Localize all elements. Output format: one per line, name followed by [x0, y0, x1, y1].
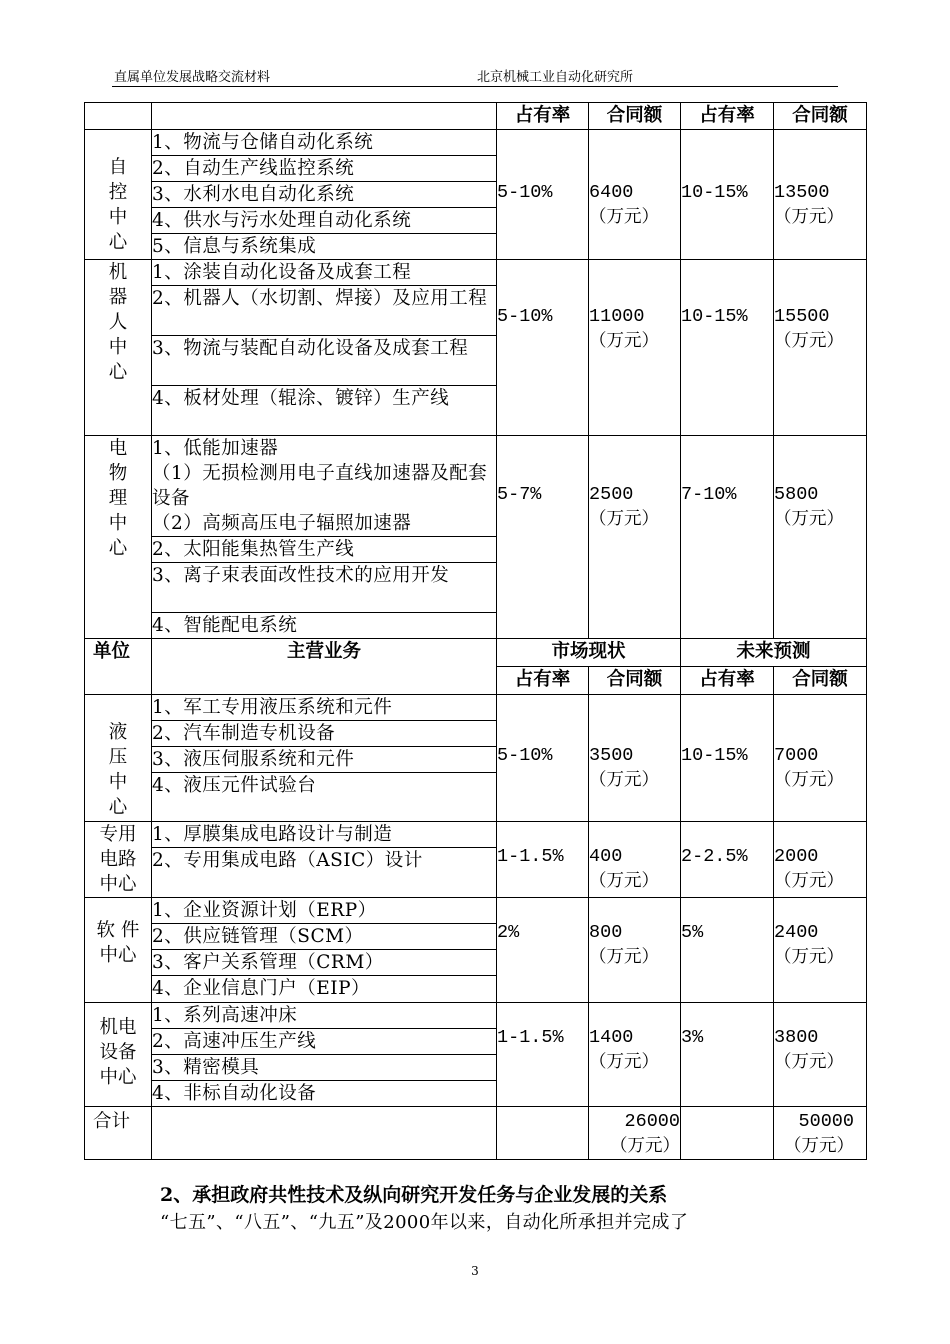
amount-now: 11000 （万元） — [589, 260, 681, 436]
business-item: 5、信息与系统集成 — [152, 234, 497, 260]
business-item: 1、厚膜集成电路设计与制造 — [152, 822, 497, 848]
table-row — [85, 822, 867, 848]
table-row — [85, 436, 867, 537]
page-number: 3 — [471, 1264, 479, 1278]
amount-now: 1400 （万元） — [589, 1003, 681, 1107]
empty-cell — [152, 103, 497, 130]
business-item: 3、精密模具 — [152, 1055, 497, 1081]
unit-cell: 自 控 中 心 — [85, 130, 152, 260]
business-item: 3、离子束表面改性技术的应用开发 — [152, 563, 497, 613]
share-future: 2-2.5% — [681, 822, 774, 898]
business-item: 2、汽车制造专机设备 — [152, 721, 497, 747]
page-header — [112, 64, 838, 87]
business-item: 4、供水与污水处理自动化系统 — [152, 208, 497, 234]
empty-cell — [85, 103, 152, 130]
col-amount-future: 合同额 — [774, 667, 867, 695]
business-item: 1、系列高速冲床 — [152, 1003, 497, 1029]
col-amount-now: 合同额 — [589, 103, 681, 130]
amount-now: 3500 （万元） — [589, 695, 681, 822]
unit-cell: 液 压 中 心 — [85, 695, 152, 822]
business-item: 3、液压伺服系统和元件 — [152, 747, 497, 773]
business-item: 1、军工专用液压系统和元件 — [152, 695, 497, 721]
amount-now: 400 （万元） — [589, 822, 681, 898]
total-row — [85, 1107, 867, 1160]
col-share-future: 占有率 — [681, 667, 774, 695]
table-row — [85, 1003, 867, 1029]
business-item: 4、智能配电系统 — [152, 613, 497, 639]
empty-cell — [152, 1107, 497, 1160]
unit-cell: 专用 电路 中心 — [85, 822, 152, 898]
business-item: 3、客户关系管理（CRM） — [152, 950, 497, 976]
share-now: 5-10% — [497, 260, 589, 436]
business-item: 2、太阳能集热管生产线 — [152, 537, 497, 563]
share-future: 3% — [681, 1003, 774, 1107]
section-title: 2、承担政府共性技术及纵向研究开发任务与企业发展的关系 — [160, 1184, 668, 1206]
share-future: 10-15% — [681, 130, 774, 260]
business-item: 3、水利水电自动化系统 — [152, 182, 497, 208]
business-item: 2、供应链管理（SCM） — [152, 924, 497, 950]
total-label: 合计 — [85, 1107, 152, 1160]
table-row — [85, 130, 867, 156]
empty-cell — [497, 1107, 589, 1160]
business-item: 1、物流与仓储自动化系统 — [152, 130, 497, 156]
total-amount-now: 26000 （万元） — [589, 1107, 681, 1160]
market-header: 市场现状 — [497, 639, 681, 667]
col-amount-future: 合同额 — [774, 103, 867, 130]
unit-cell: 软 件 中心 — [85, 898, 152, 1003]
amount-future: 2000 （万元） — [774, 822, 867, 898]
table-row — [85, 898, 867, 924]
business-item: 3、物流与装配自动化设备及成套工程 — [152, 336, 497, 386]
unit-cell: 机 器 人 中 心 — [85, 260, 152, 436]
business-item: 1、低能加速器 （1）无损检测用电子直线加速器及配套设备 （2）高频高压电子辐照加速器 — [152, 436, 497, 537]
col-share-future: 占有率 — [681, 103, 774, 130]
share-future: 7-10% — [681, 436, 774, 639]
table-row — [85, 695, 867, 721]
header-right: 北京机械工业自动化研究所 — [477, 70, 634, 85]
empty-cell — [681, 1107, 774, 1160]
amount-future: 15500 （万元） — [774, 260, 867, 436]
subheader-row-top — [85, 103, 867, 130]
business-item: 2、高速冲压生产线 — [152, 1029, 497, 1055]
unit-cell: 电 物 理 中 心 — [85, 436, 152, 639]
share-now: 1-1.5% — [497, 822, 589, 898]
amount-future: 7000 （万元） — [774, 695, 867, 822]
share-now: 5-10% — [497, 130, 589, 260]
col-amount-now: 合同额 — [589, 667, 681, 695]
col-share-now: 占有率 — [497, 103, 589, 130]
business-item: 2、自动生产线监控系统 — [152, 156, 497, 182]
share-future: 10-15% — [681, 695, 774, 822]
business-item: 2、专用集成电路（ASIC）设计 — [152, 848, 497, 898]
total-amount-future: 50000 （万元） — [774, 1107, 867, 1160]
table-row — [85, 260, 867, 286]
amount-now: 2500 （万元） — [589, 436, 681, 639]
amount-now: 800 （万元） — [589, 898, 681, 1003]
col-share-now: 占有率 — [497, 667, 589, 695]
amount-future: 3800 （万元） — [774, 1003, 867, 1107]
share-now: 5-7% — [497, 436, 589, 639]
amount-future: 13500 （万元） — [774, 130, 867, 260]
unit-header: 单位 — [85, 639, 152, 695]
business-item: 4、企业信息门户（EIP） — [152, 976, 497, 1003]
business-item: 1、涂装自动化设备及成套工程 — [152, 260, 497, 286]
business-item: 1、企业资源计划（ERP） — [152, 898, 497, 924]
business-table — [84, 102, 867, 1160]
share-now: 2% — [497, 898, 589, 1003]
amount-future: 5800 （万元） — [774, 436, 867, 639]
header-left: 直属单位发展战略交流材料 — [114, 70, 271, 85]
share-now: 5-10% — [497, 695, 589, 822]
amount-future: 2400 （万元） — [774, 898, 867, 1003]
business-item: 4、非标自动化设备 — [152, 1081, 497, 1107]
share-future: 10-15% — [681, 260, 774, 436]
business-item: 4、板材处理（辊涂、镀锌）生产线 — [152, 386, 497, 436]
share-future: 5% — [681, 898, 774, 1003]
future-header: 未来预测 — [681, 639, 867, 667]
amount-now: 6400 （万元） — [589, 130, 681, 260]
business-item: 2、机器人（水切割、焊接）及应用工程 — [152, 286, 497, 336]
paragraph: “七五”、“八五”、“九五”及2000年以来，自动化所承担并完成了 — [160, 1212, 689, 1233]
business-item: 4、液压元件试验台 — [152, 773, 497, 822]
share-now: 1-1.5% — [497, 1003, 589, 1107]
header-row — [85, 639, 867, 667]
unit-cell: 机电 设备 中心 — [85, 1003, 152, 1107]
business-header: 主营业务 — [152, 639, 497, 695]
